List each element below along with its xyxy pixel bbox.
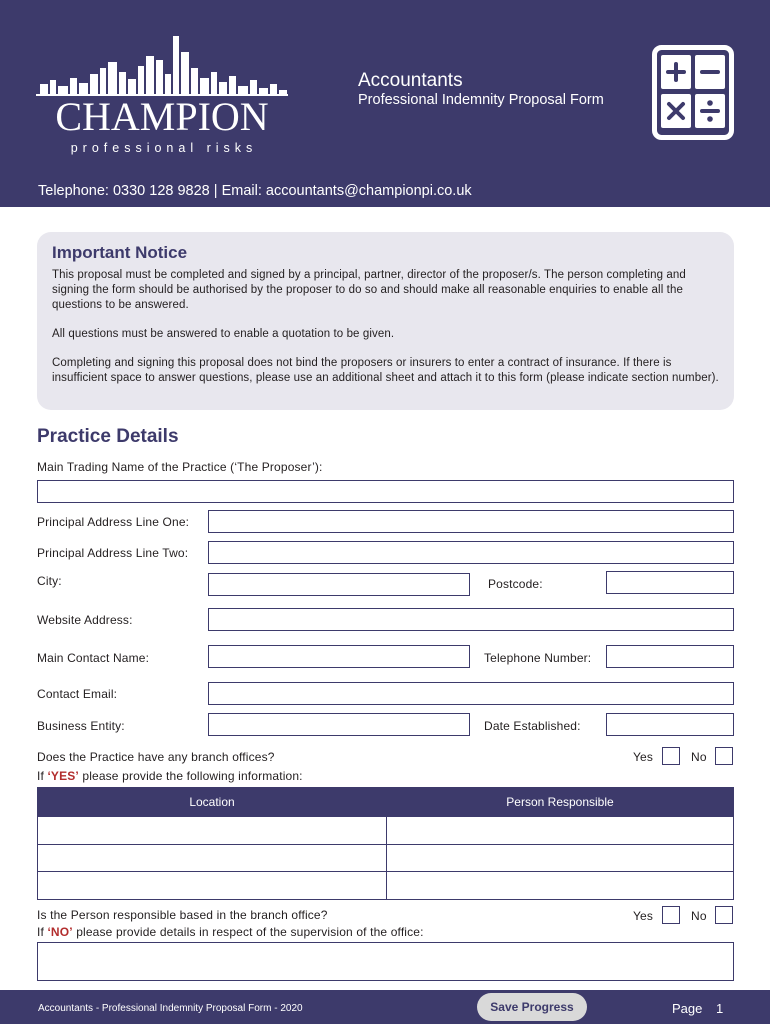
footer-form-name: Accountants - Professional Indemnity Proposal Form - 2020 bbox=[38, 1003, 303, 1014]
branch-yes-checkbox[interactable] bbox=[662, 747, 680, 765]
person-no-checkbox[interactable] bbox=[715, 906, 733, 924]
location-cell[interactable] bbox=[38, 844, 387, 872]
svg-text:CHAMPION: CHAMPION bbox=[55, 94, 269, 139]
contact-line: Telephone: 0330 128 9828 | Email: accountants@championpi.co.uk bbox=[38, 183, 472, 199]
contact-email-field[interactable] bbox=[208, 682, 734, 705]
date-established-label: Date Established: bbox=[484, 719, 581, 733]
branch-no-checkbox[interactable] bbox=[715, 747, 733, 765]
page-label: Page bbox=[672, 1001, 703, 1016]
business-entity-field[interactable] bbox=[208, 713, 470, 736]
notice-paragraph-1: This proposal must be completed and signed by a principal, partner, director of the proposer/s. The person completing and signing the form should be authorised by the proposer to do so and should make all reasonable enquiries to enable all the questions to be answered. bbox=[52, 269, 686, 311]
table-row bbox=[38, 817, 734, 845]
section-title-practice-details: Practice Details bbox=[37, 426, 179, 447]
branch-yes-label: Yes bbox=[633, 750, 654, 764]
contact-name-field[interactable] bbox=[208, 645, 470, 668]
person-responsible-cell[interactable] bbox=[387, 872, 734, 900]
contact-email-label: Contact Email: bbox=[37, 687, 118, 701]
champion-logo bbox=[34, 34, 294, 156]
postcode-field[interactable] bbox=[606, 571, 734, 594]
notice-title: Important Notice bbox=[52, 243, 188, 262]
person-responsible-cell[interactable] bbox=[387, 817, 734, 845]
person-no-label: No bbox=[691, 909, 707, 923]
calculator-icon bbox=[652, 45, 734, 140]
notice-paragraph-2: All questions must be answered to enable a quotation to be given. bbox=[52, 328, 395, 340]
notice-paragraph-3: Completing and signing this proposal does not bind the proposers or insurers to enter a contract of insurance. If there is insufficient space to answer questions, please use an additional sheet and attach it to this form (please indicate section number). bbox=[52, 357, 719, 384]
location-cell[interactable] bbox=[38, 872, 387, 900]
telephone-label: Telephone Number: bbox=[484, 651, 592, 665]
branch-instruction: If ‘YES’ please provide the following information: bbox=[37, 769, 303, 783]
address-line-two-label: Principal Address Line Two: bbox=[37, 546, 189, 560]
important-notice-panel bbox=[37, 232, 734, 410]
svg-text:professional risks: professional risks bbox=[70, 141, 258, 155]
address-line-one-field[interactable] bbox=[208, 510, 734, 533]
branch-offices-question: Does the Practice have any branch offices? bbox=[37, 750, 275, 764]
form-title: Professional Indemnity Proposal Form bbox=[358, 92, 604, 108]
form-category-title: Accountants bbox=[358, 70, 463, 91]
city-field[interactable] bbox=[208, 573, 470, 596]
telephone-field[interactable] bbox=[606, 645, 734, 668]
person-yes-label: Yes bbox=[633, 909, 654, 923]
save-progress-button[interactable]: Save Progress bbox=[477, 993, 587, 1021]
postcode-label: Postcode: bbox=[488, 577, 543, 591]
page-number: 1 bbox=[716, 1001, 724, 1016]
header-banner bbox=[0, 0, 770, 207]
branch-no-label: No bbox=[691, 750, 707, 764]
branch-offices-table bbox=[37, 787, 734, 900]
trading-name-label: Main Trading Name of the Practice (‘The Proposer’): bbox=[37, 460, 323, 474]
contact-name-label: Main Contact Name: bbox=[37, 651, 150, 665]
date-established-field[interactable] bbox=[606, 713, 734, 736]
person-based-question: Is the Person responsible based in the branch office? bbox=[37, 908, 328, 922]
table-row bbox=[38, 844, 734, 872]
person-yes-checkbox[interactable] bbox=[662, 906, 680, 924]
column-header-person-responsible: Person Responsible bbox=[387, 788, 734, 817]
table-row bbox=[38, 872, 734, 900]
footer-bar bbox=[0, 990, 770, 1024]
website-field[interactable] bbox=[208, 608, 734, 631]
supervision-details-field[interactable] bbox=[37, 942, 734, 981]
supervision-instruction: If ‘NO’ please provide details in respect of the supervision of the office: bbox=[37, 925, 424, 939]
business-entity-label: Business Entity: bbox=[37, 719, 125, 733]
city-label: City: bbox=[37, 574, 62, 588]
address-line-one-label: Principal Address Line One: bbox=[37, 515, 190, 529]
address-line-two-field[interactable] bbox=[208, 541, 734, 564]
location-cell[interactable] bbox=[38, 817, 387, 845]
website-label: Website Address: bbox=[37, 613, 133, 627]
person-responsible-cell[interactable] bbox=[387, 844, 734, 872]
trading-name-field[interactable] bbox=[37, 480, 734, 503]
column-header-location: Location bbox=[38, 788, 387, 817]
